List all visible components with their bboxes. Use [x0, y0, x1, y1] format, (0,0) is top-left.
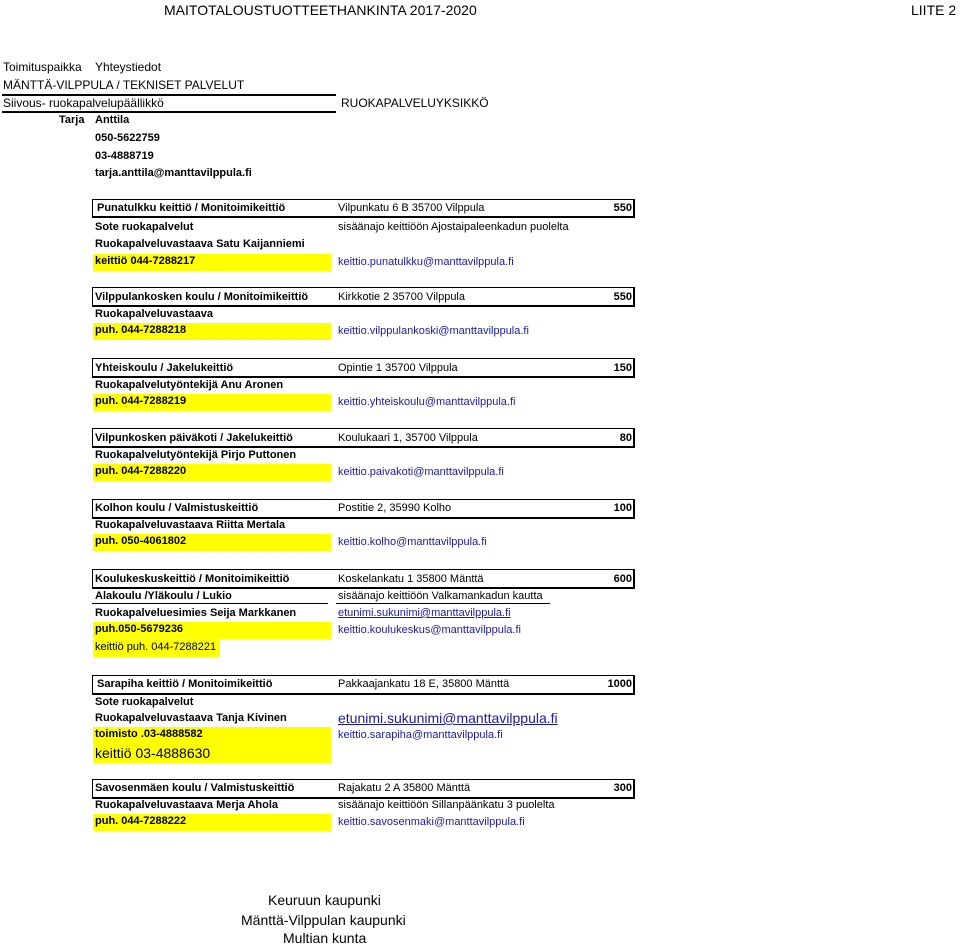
- kitchen-name: Koulukeskuskeittiö / Monitoimikeittiö: [95, 573, 290, 585]
- kitchen-address: Opintie 1 35700 Vilppula: [338, 362, 458, 374]
- kitchen-email[interactable]: keittio.koulukeskus@manttavilppula.fi: [338, 624, 521, 636]
- kitchen-address: Koulukaari 1, 35700 Vilppula: [338, 432, 478, 444]
- kitchen-count: 1000: [607, 678, 632, 690]
- kitchen-phone: puh. 044-7288218: [93, 323, 331, 340]
- contact-email[interactable]: tarja.anttila@manttavilppula.fi: [95, 167, 252, 179]
- kitchen-name: Yhteiskoulu / Jakelukeittiö: [95, 362, 234, 374]
- kitchen-count: 550: [613, 202, 632, 214]
- footer-municipality-2: Mänttä-Vilppulan kaupunki: [241, 912, 406, 928]
- kitchen-manager: Ruokapalveluvastaava Riitta Mertala: [95, 519, 286, 531]
- contact-last-name: Anttila: [95, 114, 130, 126]
- kitchen-manager: Ruokapalveluvastaava: [95, 308, 214, 320]
- kitchen-delivery-note: sisäänajo keittiöön Sillanpäänkatu 3 puolelta: [338, 799, 555, 811]
- kitchen-name: Savosenmäen koulu / Valmistuskeittiö: [95, 782, 295, 794]
- kitchen-phone: puh. 044-7288220: [93, 464, 331, 481]
- kitchen-staff: Ruokapalvelutyöntekijä Anu Aronen: [95, 379, 284, 391]
- kitchen-manager: Ruokapalveluvastaava Tanja Kivinen: [95, 712, 287, 724]
- delivery-underline: [336, 603, 550, 604]
- footer-municipality-1: Keuruun kaupunki: [268, 892, 381, 908]
- kitchen-name: Punatulkku keittiö / Monitoimikeittiö: [97, 202, 286, 214]
- kitchen-schools: Alakoulu /Yläkoulu / Lukio: [95, 590, 232, 602]
- kitchen-email[interactable]: keittio.yhteiskoulu@manttavilppula.fi: [338, 396, 516, 408]
- contact-phone-2: 03-4888719: [95, 150, 154, 162]
- kitchen-line1: Sote ruokapalvelut: [95, 696, 194, 708]
- column-header-contacts: Yhteystiedot: [95, 60, 162, 74]
- kitchen-manager: Ruokapalveluvastaava Merja Ahola: [95, 799, 279, 811]
- kitchen-name: Kolhon koulu / Valmistuskeittiö: [95, 502, 259, 514]
- kitchen-email[interactable]: keittio.kolho@manttavilppula.fi: [338, 536, 487, 548]
- document-title: MAITOTALOUSTUOTTEETHANKINTA 2017-2020: [164, 2, 477, 18]
- kitchen-phone-2: keittiö 03-4888630: [93, 744, 331, 763]
- kitchen-count: 150: [613, 362, 632, 374]
- kitchen-email[interactable]: keittio.sarapiha@manttavilppula.fi: [338, 729, 503, 741]
- kitchen-phone: keittiö 044-7288217: [93, 254, 331, 271]
- kitchen-phone-2: keittiö puh. 044-7288221: [93, 640, 220, 657]
- kitchen-name: Sarapiha keittiö / Monitoimikeittiö: [97, 678, 273, 690]
- kitchen-name: Vilppulankosken koulu / Monitoimikeittiö: [95, 291, 309, 303]
- kitchen-address: Pakkaajankatu 18 E, 35800 Mänttä: [338, 678, 510, 690]
- kitchen-name: Vilpunkosken päiväkoti / Jakelukeittiö: [95, 432, 293, 444]
- footer-municipality-3: Multian kunta: [283, 930, 367, 946]
- kitchen-count: 550: [613, 291, 632, 303]
- dept-underline: [2, 111, 336, 113]
- contact-first-name: Tarja: [59, 114, 85, 126]
- organization-name: MÄNTTÄ-VILPPULA / TEKNISET PALVELUT: [3, 78, 245, 92]
- unit-name: RUOKAPALVELUYKSIKKÖ: [341, 96, 489, 110]
- department-title: Siivous- ruokapalvelupäällikkö: [3, 96, 164, 110]
- kitchen-count: 300: [613, 782, 632, 794]
- kitchen-address: Postitie 2, 35990 Kolho: [338, 502, 452, 514]
- kitchen-phone: puh. 050-4061802: [93, 534, 331, 551]
- kitchen-address: Rajakatu 2 A 35800 Mänttä: [338, 782, 471, 794]
- kitchen-phone: puh. 044-7288219: [93, 394, 331, 411]
- kitchen-count: 100: [613, 502, 632, 514]
- kitchen-email[interactable]: keittio.paivakoti@manttavilppula.fi: [338, 466, 504, 478]
- kitchen-email[interactable]: keittio.vilppulankoski@manttavilppula.fi: [338, 325, 529, 337]
- kitchen-staff: Ruokapalvelutyöntekijä Pirjo Puttonen: [95, 449, 297, 461]
- kitchen-address: Koskelankatu 1 35800 Mänttä: [338, 573, 484, 585]
- kitchen-delivery-note: sisäänajo keittiöön Ajostaipaleenkadun puolelta: [338, 221, 569, 233]
- kitchen-count: 600: [613, 573, 632, 585]
- kitchen-staff-email[interactable]: etunimi.sukunimi@manttavilppula.fi: [338, 710, 558, 726]
- kitchen-email[interactable]: keittio.punatulkku@manttavilppula.fi: [338, 256, 514, 268]
- kitchen-line1: Sote ruokapalvelut: [95, 221, 194, 233]
- kitchen-phone: puh.050-5679236: [93, 622, 331, 639]
- kitchen-phone: puh. 044-7288222: [93, 814, 331, 831]
- schools-underline: [92, 603, 328, 604]
- kitchen-email[interactable]: keittio.savosenmaki@manttavilppula.fi: [338, 816, 525, 828]
- kitchen-address: Kirkkotie 2 35700 Vilppula: [338, 291, 465, 303]
- column-header-location: Toimituspaikka: [3, 60, 82, 74]
- kitchen-phone: toimisto .03-4888582: [93, 727, 331, 744]
- kitchen-delivery-note: sisäänajo keittiöön Valkamankadun kautta: [338, 590, 543, 602]
- contact-phone-1: 050-5622759: [95, 132, 160, 144]
- kitchen-manager: Ruokapalveluesimies Seija Markkanen: [95, 607, 297, 619]
- appendix-label: LIITE 2: [911, 2, 957, 18]
- kitchen-address: Vilpunkatu 6 B 35700 Vilppula: [338, 202, 485, 214]
- kitchen-manager: Ruokapalveluvastaava Satu Kaijanniemi: [95, 238, 305, 250]
- kitchen-staff-email[interactable]: etunimi.sukunimi@manttavilppula.fi: [338, 607, 511, 619]
- kitchen-count: 80: [619, 432, 632, 444]
